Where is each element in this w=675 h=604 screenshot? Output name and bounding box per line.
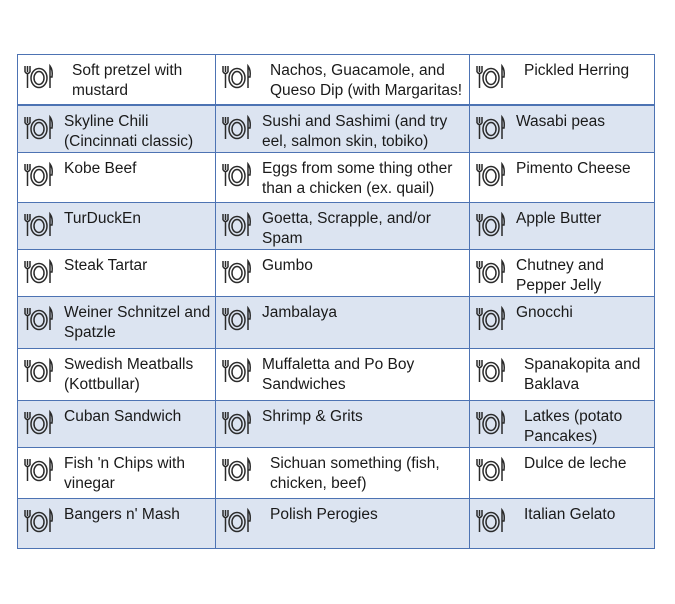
food-item-label: Shrimp & Grits: [262, 407, 363, 425]
food-item-label: Dulce de leche: [524, 454, 627, 472]
plate-fork-knife-icon: [220, 409, 256, 441]
table-row: [18, 296, 655, 348]
table-cell: [216, 447, 470, 498]
plate-fork-knife-icon: [474, 161, 510, 193]
plate-fork-knife-icon: [220, 161, 256, 193]
table-cell: [18, 152, 216, 202]
food-item-label: Gumbo: [262, 256, 313, 274]
plate-fork-knife-icon: [474, 211, 510, 243]
plate-fork-knife-icon: [22, 507, 58, 539]
plate-fork-knife-icon: [22, 258, 58, 290]
table-cell: [470, 348, 655, 400]
table-body: [18, 55, 655, 549]
table-cell: [18, 447, 216, 498]
plate-fork-knife-icon: [474, 258, 510, 290]
plate-fork-knife-icon: [474, 114, 510, 146]
plate-fork-knife-icon: [474, 357, 510, 389]
plate-fork-knife-icon: [474, 305, 510, 337]
food-item-label: Muffaletta and Po Boy Sandwiches: [262, 355, 415, 393]
food-item-label: Polish Perogies: [270, 505, 378, 523]
plate-fork-knife-icon: [22, 63, 58, 95]
plate-fork-knife-icon: [22, 211, 58, 243]
food-item-label: Kobe Beef: [64, 159, 137, 177]
table-cell: [18, 55, 216, 105]
table-row: [18, 105, 655, 153]
table-row: [18, 348, 655, 400]
table-cell: [470, 498, 655, 548]
table-row: [18, 447, 655, 498]
food-item-label: Gnocchi: [516, 303, 573, 321]
table-cell: [470, 249, 655, 296]
plate-fork-knife-icon: [474, 456, 510, 488]
food-item-label: Wasabi peas: [516, 112, 606, 130]
table-cell: [470, 296, 655, 348]
table-cell: [18, 202, 216, 249]
table-row: [18, 400, 655, 447]
plate-fork-knife-icon: [220, 114, 256, 146]
food-item-label: Jambalaya: [262, 303, 337, 321]
plate-fork-knife-icon: [22, 305, 58, 337]
plate-fork-knife-icon: [220, 63, 256, 95]
food-item-label: Chutney and Pepper Jelly: [516, 256, 604, 294]
table-cell: [216, 105, 470, 153]
food-item-label: Swedish Meatballs (Kottbullar): [64, 355, 194, 393]
table-cell: [470, 55, 655, 105]
table-row: [18, 55, 655, 105]
plate-fork-knife-icon: [22, 114, 58, 146]
food-item-label: Soft pretzel with mustard: [72, 62, 183, 99]
table-cell: [18, 498, 216, 548]
table-row: [18, 498, 655, 548]
table-cell: [216, 202, 470, 249]
table-cell: [18, 400, 216, 447]
plate-fork-knife-icon: [474, 63, 510, 95]
food-item-label: Bangers n' Mash: [64, 505, 180, 523]
food-item-label: Latkes (potato Pancakes): [524, 407, 623, 445]
food-item-label: Spanakopita and Baklava: [524, 355, 641, 393]
food-item-label: Cuban Sandwich: [64, 407, 182, 425]
table-cell: [18, 296, 216, 348]
plate-fork-knife-icon: [22, 161, 58, 193]
plate-fork-knife-icon: [220, 258, 256, 290]
food-item-label: Weiner Schnitzel and Spatzle: [64, 303, 211, 341]
food-item-label: Steak Tartar: [64, 256, 148, 274]
food-item-label: Skyline Chili (Cincinnati classic): [64, 112, 194, 150]
table-cell: [470, 152, 655, 202]
table-cell: [470, 400, 655, 447]
food-item-label: Apple Butter: [516, 209, 602, 227]
table-cell: [470, 202, 655, 249]
plate-fork-knife-icon: [22, 456, 58, 488]
table-cell: [18, 249, 216, 296]
food-item-label: Sushi and Sashimi (and try eel, salmon skin, tobiko): [262, 112, 448, 150]
table-cell: [18, 105, 216, 153]
food-item-label: Fish 'n Chips with vinegar: [64, 454, 185, 492]
table-cell: [216, 249, 470, 296]
plate-fork-knife-icon: [220, 211, 256, 243]
plate-fork-knife-icon: [22, 409, 58, 441]
plate-fork-knife-icon: [220, 507, 256, 539]
table-cell: [216, 498, 470, 548]
food-checklist-table: [17, 54, 655, 549]
food-item-label: TurDuckEn: [64, 209, 141, 227]
food-item-label: Italian Gelato: [524, 505, 616, 523]
food-item-label: Goetta, Scrapple, and/or Spam: [262, 209, 431, 247]
food-item-label: Sichuan something (fish, chicken, beef): [270, 454, 440, 492]
table-cell: [470, 447, 655, 498]
table-row: [18, 202, 655, 249]
table-cell: [216, 400, 470, 447]
plate-fork-knife-icon: [474, 409, 510, 441]
table-cell: [470, 105, 655, 153]
plate-fork-knife-icon: [220, 305, 256, 337]
table-row: [18, 152, 655, 202]
food-item-label: Nachos, Guacamole, and Queso Dip (with Margaritas!: [270, 62, 463, 99]
food-item-label: Eggs from some thing other than a chicken (ex. quail): [262, 159, 453, 197]
table-cell: [216, 348, 470, 400]
plate-fork-knife-icon: [220, 456, 256, 488]
plate-fork-knife-icon: [220, 357, 256, 389]
table-cell: [216, 152, 470, 202]
food-item-label: Pickled Herring: [524, 62, 630, 79]
table-cell: [216, 296, 470, 348]
food-item-label: Pimento Cheese: [516, 159, 631, 177]
plate-fork-knife-icon: [474, 507, 510, 539]
table-row: [18, 249, 655, 296]
plate-fork-knife-icon: [22, 357, 58, 389]
table-cell: [18, 348, 216, 400]
table-cell: [216, 55, 470, 105]
